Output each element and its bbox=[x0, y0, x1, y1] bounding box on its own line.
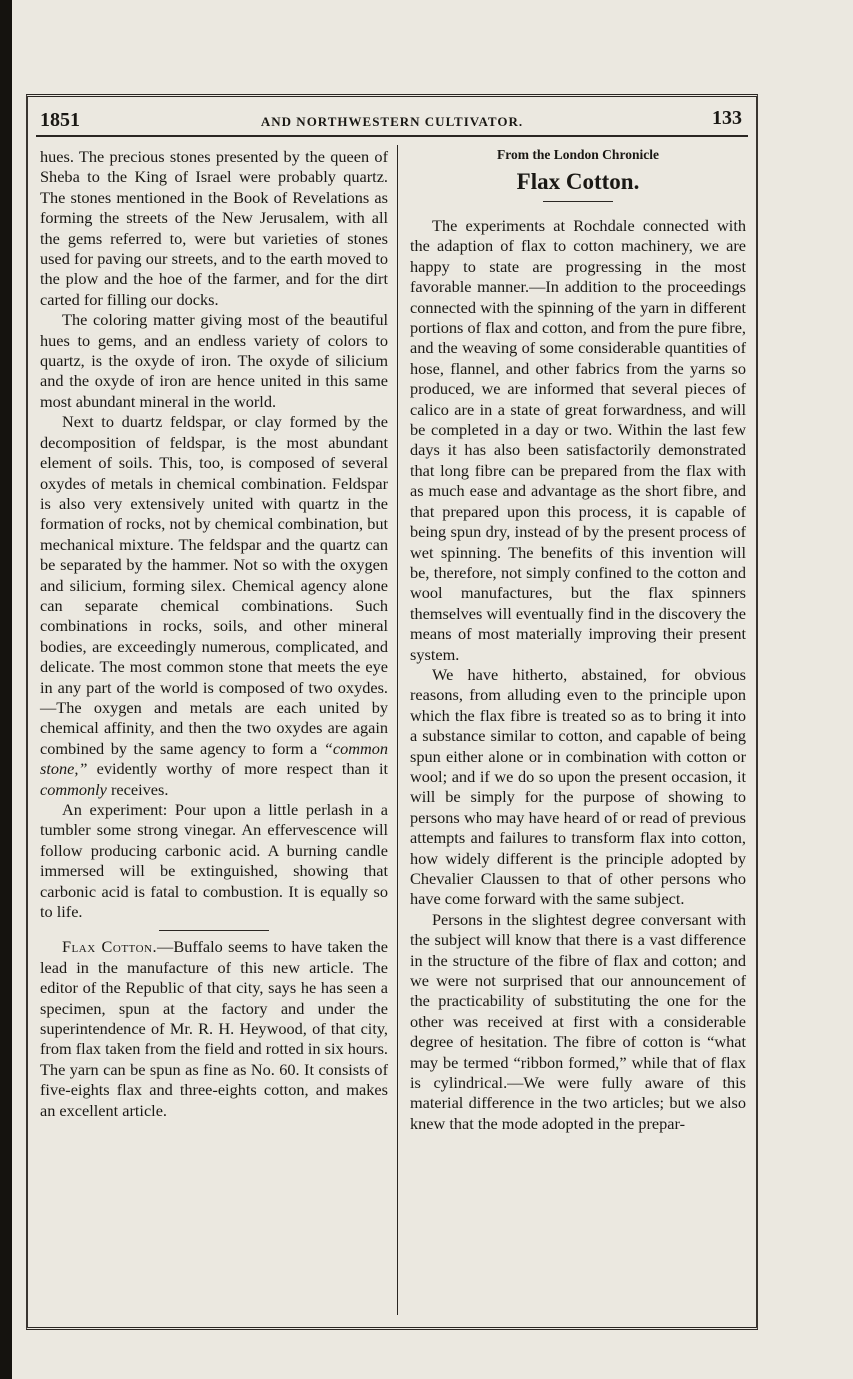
right-column bbox=[410, 147, 746, 1134]
page-header bbox=[36, 107, 748, 137]
left-paragraph-3 bbox=[40, 412, 388, 800]
title-rule bbox=[543, 201, 613, 202]
header-title: AND NORTHWESTERN CULTIVATOR. bbox=[260, 114, 524, 129]
left-column bbox=[40, 147, 388, 1121]
left-paragraph-3-emphasis-1: “common stone,” bbox=[40, 738, 388, 779]
right-paragraph-3: Persons in the slightest degree conversant with the subject will know that there is a vast difference in the structure of the fibre of flax and cotton; and we were not surprised that our announcement of the practicability of substituting the one for the other was received at first with a considerable degree of hesitation. The fibre of cotton is “what may be termed “ribbon formed,” while that of flax is cylindrical.—We were fully aware of this material difference in the two articles; but we also knew that the mode adopted in the prepar- bbox=[410, 909, 746, 1133]
left-paragraph-1: hues. The precious stones presented by the queen of Sheba to the King of Israel were probably quartz. The stones mentioned in the Book of Revelations as forming the streets of the New Jerusalem, with all the gems referred to, were but varieties of stones used for paving our streets, and to the earth moved to the plow and the hoe of the farmer, and for the dirt carted for filling our docks. bbox=[40, 147, 388, 309]
flax-cotton-lead: Flax Cotton. bbox=[62, 937, 158, 957]
left-paragraph-3-mid: evidently worthy of more respect than it bbox=[96, 759, 389, 779]
article-separator bbox=[159, 930, 269, 931]
header-year: 1851 bbox=[40, 109, 80, 131]
newspaper-page bbox=[26, 94, 758, 1330]
left-paragraph-3-text: Next to duartz feldspar, or clay formed by the decomposition of feldspar, is the most abundant element of soils. This, too, is composed of several oxydes of metals in chemical combination. Feldspar is also very extensively united with quartz in the formation of rocks, not by chemical combination, but mechanical mixture. The feldspar and the quartz can be separated by the hammer. Not so with the oxygen and silicium, forming silex. Chemical agency alone can separate chemical combinations. Such combinations in rocks, soils, and other mineral bodies, are exceedingly numerous, complicated, and delicate. The most common stone that meets the eye in any part of the world is composed of two oxydes.—The oxygen and metals are each united by chemical affinity, and then the two oxydes are again combined by the same agency to form a bbox=[40, 412, 388, 758]
article-source: From the London Chronicle bbox=[497, 147, 659, 162]
right-paragraph-2: We have hitherto, abstained, for obvious reasons, from alluding even to the principle upon which the flax fibre is treated so as to bring it into a substance similar to cotton, and capable of being spun either alone or in combination with cotton or wool; and if we do so upon the present occasion, it will be simply for the purpose of showing to persons who may have heard of or read of previous attempts and failures to transform flax into cotton, how widely different is the principle adopted by Chevalier Claussen to that of other persons who have come forward with the same subject. bbox=[410, 664, 746, 909]
left-paragraph-5 bbox=[40, 937, 388, 1121]
left-paragraph-2: The coloring matter giving most of the beautiful hues to gems, and an endless variety of colors to quartz, is the oxyde of iron. The oxyde of silicium and the oxyde of iron are hence united in this same most abundant mineral in the world. bbox=[40, 310, 388, 411]
book-binding-edge bbox=[0, 0, 12, 1379]
left-paragraph-3-end: receives. bbox=[111, 779, 169, 799]
column-divider bbox=[397, 145, 398, 1315]
left-paragraph-5-text: —Buffalo seems to have taken the lead in the manufacture of this new article. The editor of the Republic of that city, says he has seen a specimen, spun at the factory and under the superintendence of Mr. R. H. Heywood, of that city, from flax taken from the field and rotted in six hours. The yarn can be spun as fine as No. 60. It consists of five-eights flax and three-eights cotton, and makes an excellent article. bbox=[40, 937, 388, 1120]
left-paragraph-4: An experiment: Pour upon a little perlash in a tumbler some strong vinegar. An effervescence will follow producing carbonic acid. A burning candle immersed will be extinguished, showing that carbonic acid is fatal to combustion. It is equally so to life. bbox=[40, 800, 388, 922]
left-paragraph-3-emphasis-2: commonly bbox=[40, 779, 107, 799]
article-title: Flax Cotton. bbox=[516, 169, 640, 194]
header-page-number: 133 bbox=[712, 107, 742, 129]
right-paragraph-1: The experiments at Rochdale connected with the adaption of flax to cotton machinery, we are happy to state are progressing in the most favorable manner.—In addition to the proceedings connected with the spinning of the yarn in different portions of flax and cotton, and from the pure fibre, and the weaving of some considerable quantities of hose, flannel, and other fabrics from the yarns so produced, we are informed that several pieces of calico are in a state of great forwardness, and will be completed in a day or two. Within the last few days it has also been satisfactorily demonstrated that long fibre can be prepared from the flax with as much ease and advantage as the short fibre, and that prepared upon this process, it is capable of being spun dry, instead of by the present process of wet spinning. The benefits of this invention will be, therefore, not simply confined to the cotton and wool manufactures, but the flax spinners themselves will eventually find in the discovery the means of most materially improving their present system. bbox=[410, 216, 746, 664]
